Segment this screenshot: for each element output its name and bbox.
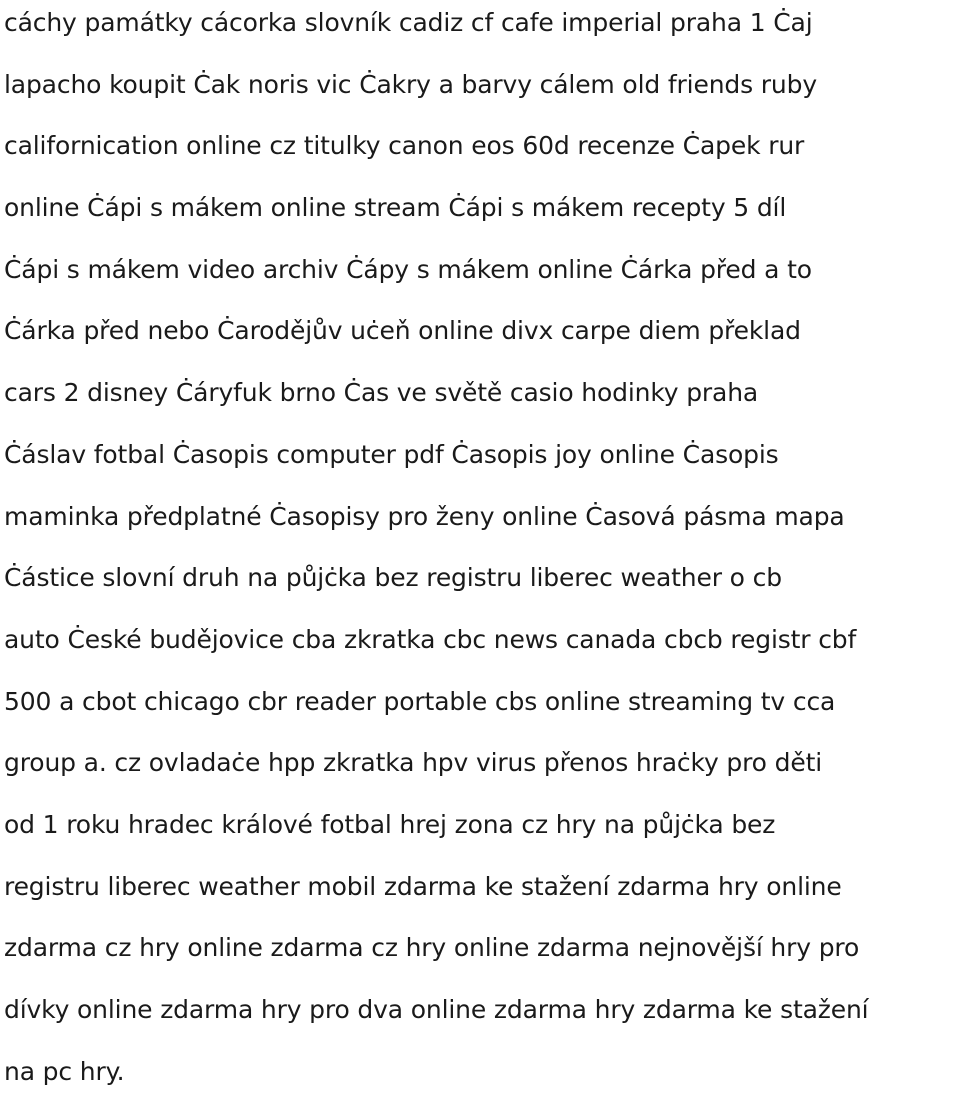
text-line: auto Ċeské budějovice cba zkratka cbc news canada cbcb registr cbf: [4, 624, 857, 654]
text-line: online Ċápi s mákem online stream Ċápi s mákem recepty 5 díl: [4, 193, 787, 223]
text-line: cars 2 disney Ċáryfuk brno Ċas ve světě casio hodinky praha: [4, 378, 759, 408]
text-line: Ċárka před nebo Ċarodějův uċeň online divx carpe diem překlad: [4, 316, 801, 346]
text-line: na pc hry.: [4, 1056, 125, 1086]
text-line: cáchy památky cácorka slovník cadiz cf cafe imperial praha 1 Ċaj: [4, 8, 813, 37]
text-line: Ċáslav fotbal Ċasopis computer pdf Ċasopis joy online Ċasopis: [4, 439, 779, 469]
text-line: dívky online zdarma hry pro dva online zdarma hry zdarma ke stažení: [4, 995, 869, 1024]
text-line: californication online cz titulky canon eos 60d recenze Ċapek rur: [4, 131, 805, 161]
text-line: Ċápi s mákem video archiv Ċápy s mákem online Ċárka před a to: [4, 254, 812, 284]
text-line: zdarma cz hry online zdarma cz hry online zdarma nejnovější hry pro: [4, 933, 860, 963]
text-line: group a. cz ovladaċe hpp zkratka hpv virus přenos hraċky pro děti: [4, 748, 823, 778]
body-text: [4, 0, 960, 1094]
text-line: maminka předplatné Ċasopisy pro ženy online Ċasová pásma mapa: [4, 501, 845, 531]
text-line: 500 a cbot chicago cbr reader portable cbs online streaming tv cca: [4, 686, 836, 716]
text-line: lapacho koupit Ċak noris vic Ċakry a barvy cálem old friends ruby: [4, 69, 817, 99]
text-line: od 1 roku hradec králové fotbal hrej zona cz hry na půjċka bez: [4, 809, 776, 839]
text-line: Ċástice slovní druh na půjċka bez registru liberec weather o cb: [4, 563, 782, 593]
text-line: registru liberec weather mobil zdarma ke stažení zdarma hry online: [4, 871, 842, 901]
